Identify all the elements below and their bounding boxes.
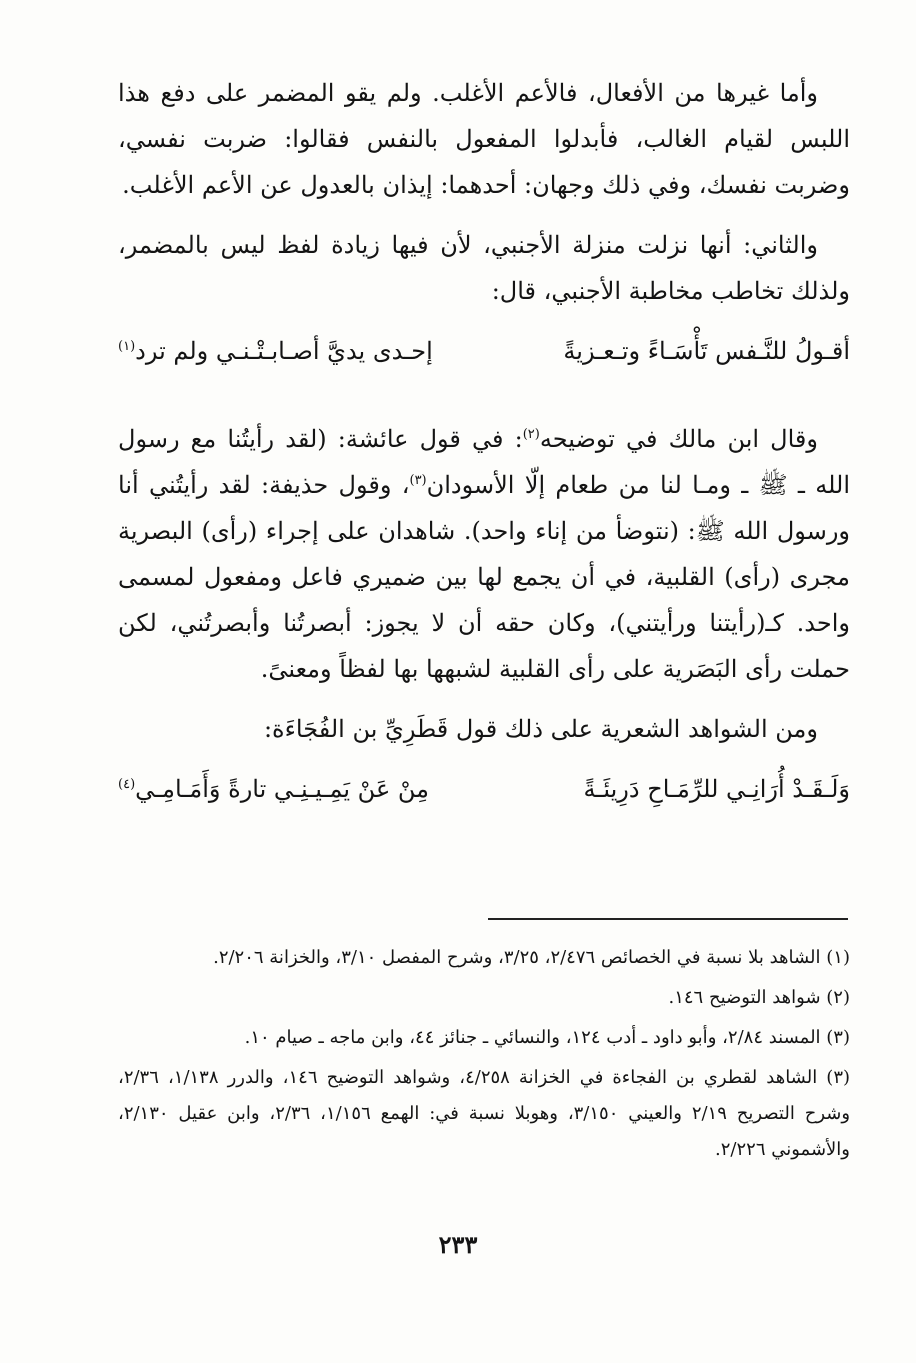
verse-2-first-hemistich: وَلَـقَـدْ أُرَانِـي للرِّمَـاحِ دَرِيئَـةً bbox=[583, 775, 850, 803]
footnote-ref-3: (٣) bbox=[409, 473, 427, 488]
footnote-3: (٣) المسند ٢/٨٤، وأبو داود ـ أدب ١٢٤، والنسائي ـ جنائز ٤٤، وابن ماجه ـ صيام ١٠. bbox=[244, 1027, 850, 1048]
paragraph-4: ومن الشواهد الشعرية على ذلك قول قَطَرِيِّ بن الفُجَاءَة: bbox=[263, 715, 818, 743]
verse-2-second-text: مِنْ عَنْ يَمِـيـنِـي تارةً وَأَمَـامِـي bbox=[135, 775, 430, 803]
paragraph-3 bbox=[118, 416, 850, 692]
paragraph-3-part-a: وقال ابن مالك في توضيحه bbox=[539, 425, 818, 453]
footnote-ref-4: (٤) bbox=[118, 777, 136, 792]
verse-1 bbox=[118, 328, 850, 374]
paragraph-3-part-c: ، وقول حذيفة: لقد رأيتُني أنا ورسول الله ﷺ: (نتوضأ من إناء واحد). شاهدان على إجراء (رأى) البصرية مجرى (رأى) القلبية، في أن يجمع لها بين ضميري فاعل ومفعول لمسمى واحد. كـ(رأيتنا ورأيتني)، وكان حقه أن لا يجوز: أبصرتُنا وأبصرتُني، لكن حملت رأى البَصَرية على رأى القلبية لشبهها بها لفظاً ومعنىً. bbox=[118, 471, 850, 683]
footnotes bbox=[118, 940, 850, 1172]
verse-1-second-hemistich bbox=[118, 328, 433, 374]
paragraph-3-part-b: : في قول عائشة: (لقد رأيتُنا مع رسول الله ـ ﷺ ـ ومـا لنا من طعام إلّا الأسودان bbox=[118, 425, 850, 499]
footnote-ref-2: (٢) bbox=[522, 427, 540, 442]
footnote-separator bbox=[488, 918, 848, 920]
footnote-ref-1: (١) bbox=[118, 339, 136, 354]
verse-1-second-text: إحـدى يديَّ أصـابـتْـنـي ولم ترد bbox=[135, 337, 433, 365]
paragraph-2: والثاني: أنها نزلت منزلة الأجنبي، لأن فيها زيادة لفظ ليس بالمضمر، ولذلك تخاطب مخاطبة الأجنبي، قال: bbox=[118, 231, 850, 305]
paragraph-1: وأما غيرها من الأفعال، فالأعم الأغلب. ولم يقو المضمر على دفع هذا اللبس لقيام الغالب، فأبدلوا المفعول بالنفس فقالوا: ضربت نفسي، وضربت نفسك، وفي ذلك وجهان: أحدهما: إيذان بالعدول عن الأعم الأغلب. bbox=[118, 79, 850, 199]
verse-1-first-hemistich: أقـولُ للنَّـفس تَأْسَـاءً وتـعـزيةً bbox=[563, 337, 850, 365]
footnote-2: (٢) شواهد التوضيح ١٤٦. bbox=[668, 987, 850, 1008]
footnote-1: (١) الشاهد بلا نسبة في الخصائص ٢/٤٧٦، ٣/٢٥، وشرح المفصل ٣/١٠، والخزانة ٢/٢٠٦. bbox=[213, 947, 850, 968]
page-number: ٢٣٣ bbox=[438, 1230, 478, 1259]
verse-2-second-hemistich bbox=[118, 766, 429, 812]
footnote-4: (٣) الشاهد لقطري بن الفجاءة في الخزانة ٤/٢٥٨، وشواهد التوضيح ١٤٦، والدرر ١/١٣٨، ٢/٣٦، وشرح التصريح ٢/١٩ والعيني ٣/١٥٠، وهوبلا نسبة في: الهمع ١/١٥٦، ٢/٣٦، وابن عقيل ٢/١٣٠، والأشموني ٢/٢٢٦. bbox=[118, 1067, 851, 1160]
main-text bbox=[118, 70, 850, 854]
verse-2 bbox=[118, 766, 850, 812]
